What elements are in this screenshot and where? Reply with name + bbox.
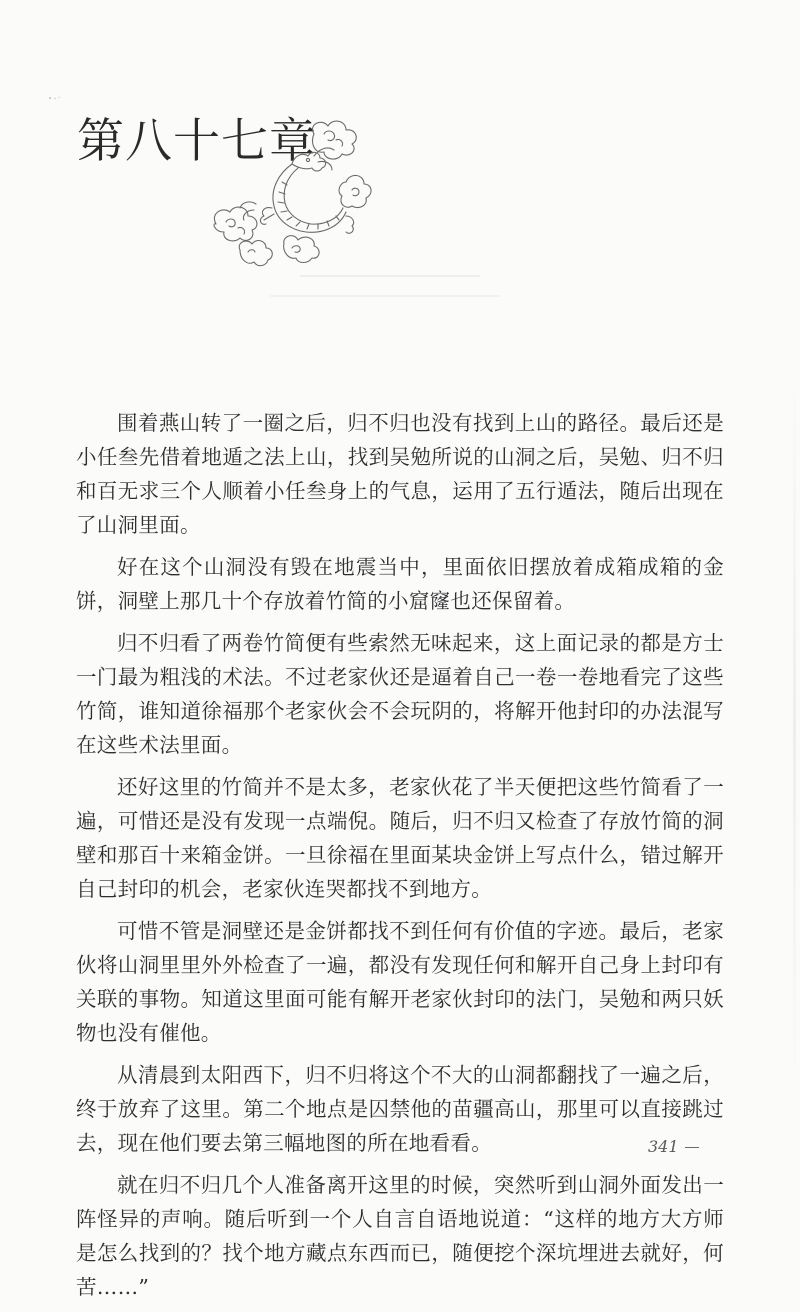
faint-show-through bbox=[270, 268, 510, 308]
paragraph-7: 就在归不归几个人准备离开这里的时候，突然听到山洞外面发出一阵怪异的声响。随后听到一个人自言自语地说道：“这样的地方大方师是怎么找到的？找个地方藏点东西而已，随便挖个深坑埋进去就好，何苦……” bbox=[76, 1173, 724, 1299]
footer-dash bbox=[685, 1147, 699, 1148]
page-edge-shadow bbox=[793, 350, 796, 1110]
print-speck bbox=[48, 96, 62, 100]
page-number-footer bbox=[648, 1137, 699, 1156]
chapter-title: 第八十七章 bbox=[77, 114, 317, 169]
paragraph-2: 好在这个山洞没有毁在地震当中，里面依旧摆放着成箱成箱的金饼，洞壁上那几十个存放着竹简的小窟窿也还保留着。 bbox=[76, 555, 724, 613]
page-number: 341 bbox=[648, 1137, 679, 1156]
chapter-body bbox=[76, 406, 724, 1312]
paragraph-4: 还好这里的竹简并不是太多，老家伙花了半天便把这些竹简看了一遍，可惜还是没有发现一点端倪。随后，归不归又检查了存放竹简的洞壁和那百十来箱金饼。一旦徐福在里面某块金饼上写点什么，错过解开自己封印的机会，老家伙连哭都找不到地方。 bbox=[76, 775, 724, 901]
paragraph-3: 归不归看了两卷竹简便有些索然无味起来，这上面记录的都是方士一门最为粗浅的术法。不过老家伙还是逼着自己一卷一卷地看完了这些竹简，谁知道徐福那个老家伙会不会玩阴的，将解开他封印的办法混写在这些术法里面。 bbox=[76, 631, 724, 757]
paragraph-1: 围着燕山转了一圈之后，归不归也没有找到上山的路径。最后还是小任叁先借着地遁之法上山，找到吴勉所说的山洞之后，吴勉、归不归和百无求三个人顺着小任叁身上的气息，运用了五行遁法，随后出现在了山洞里面。 bbox=[76, 411, 724, 537]
paragraph-6: 从清晨到太阳西下，归不归将这个不大的山洞都翻找了一遍之后，终于放弃了这里。第二个地点是囚禁他的苗疆高山，那里可以直接跳过去，现在他们要去第三幅地图的所在地看看。 bbox=[76, 1063, 724, 1155]
paragraph-5: 可惜不管是洞壁还是金饼都找不到任何有价值的字迹。最后，老家伙将山洞里里外外检查了一遍，都没有发现任何和解开自己身上封印有关联的事物。知道这里面可能有解开老家伙封印的法门，吴勉和两只妖物也没有催他。 bbox=[76, 919, 724, 1045]
cloud-dragon-ornament-icon bbox=[196, 112, 376, 272]
